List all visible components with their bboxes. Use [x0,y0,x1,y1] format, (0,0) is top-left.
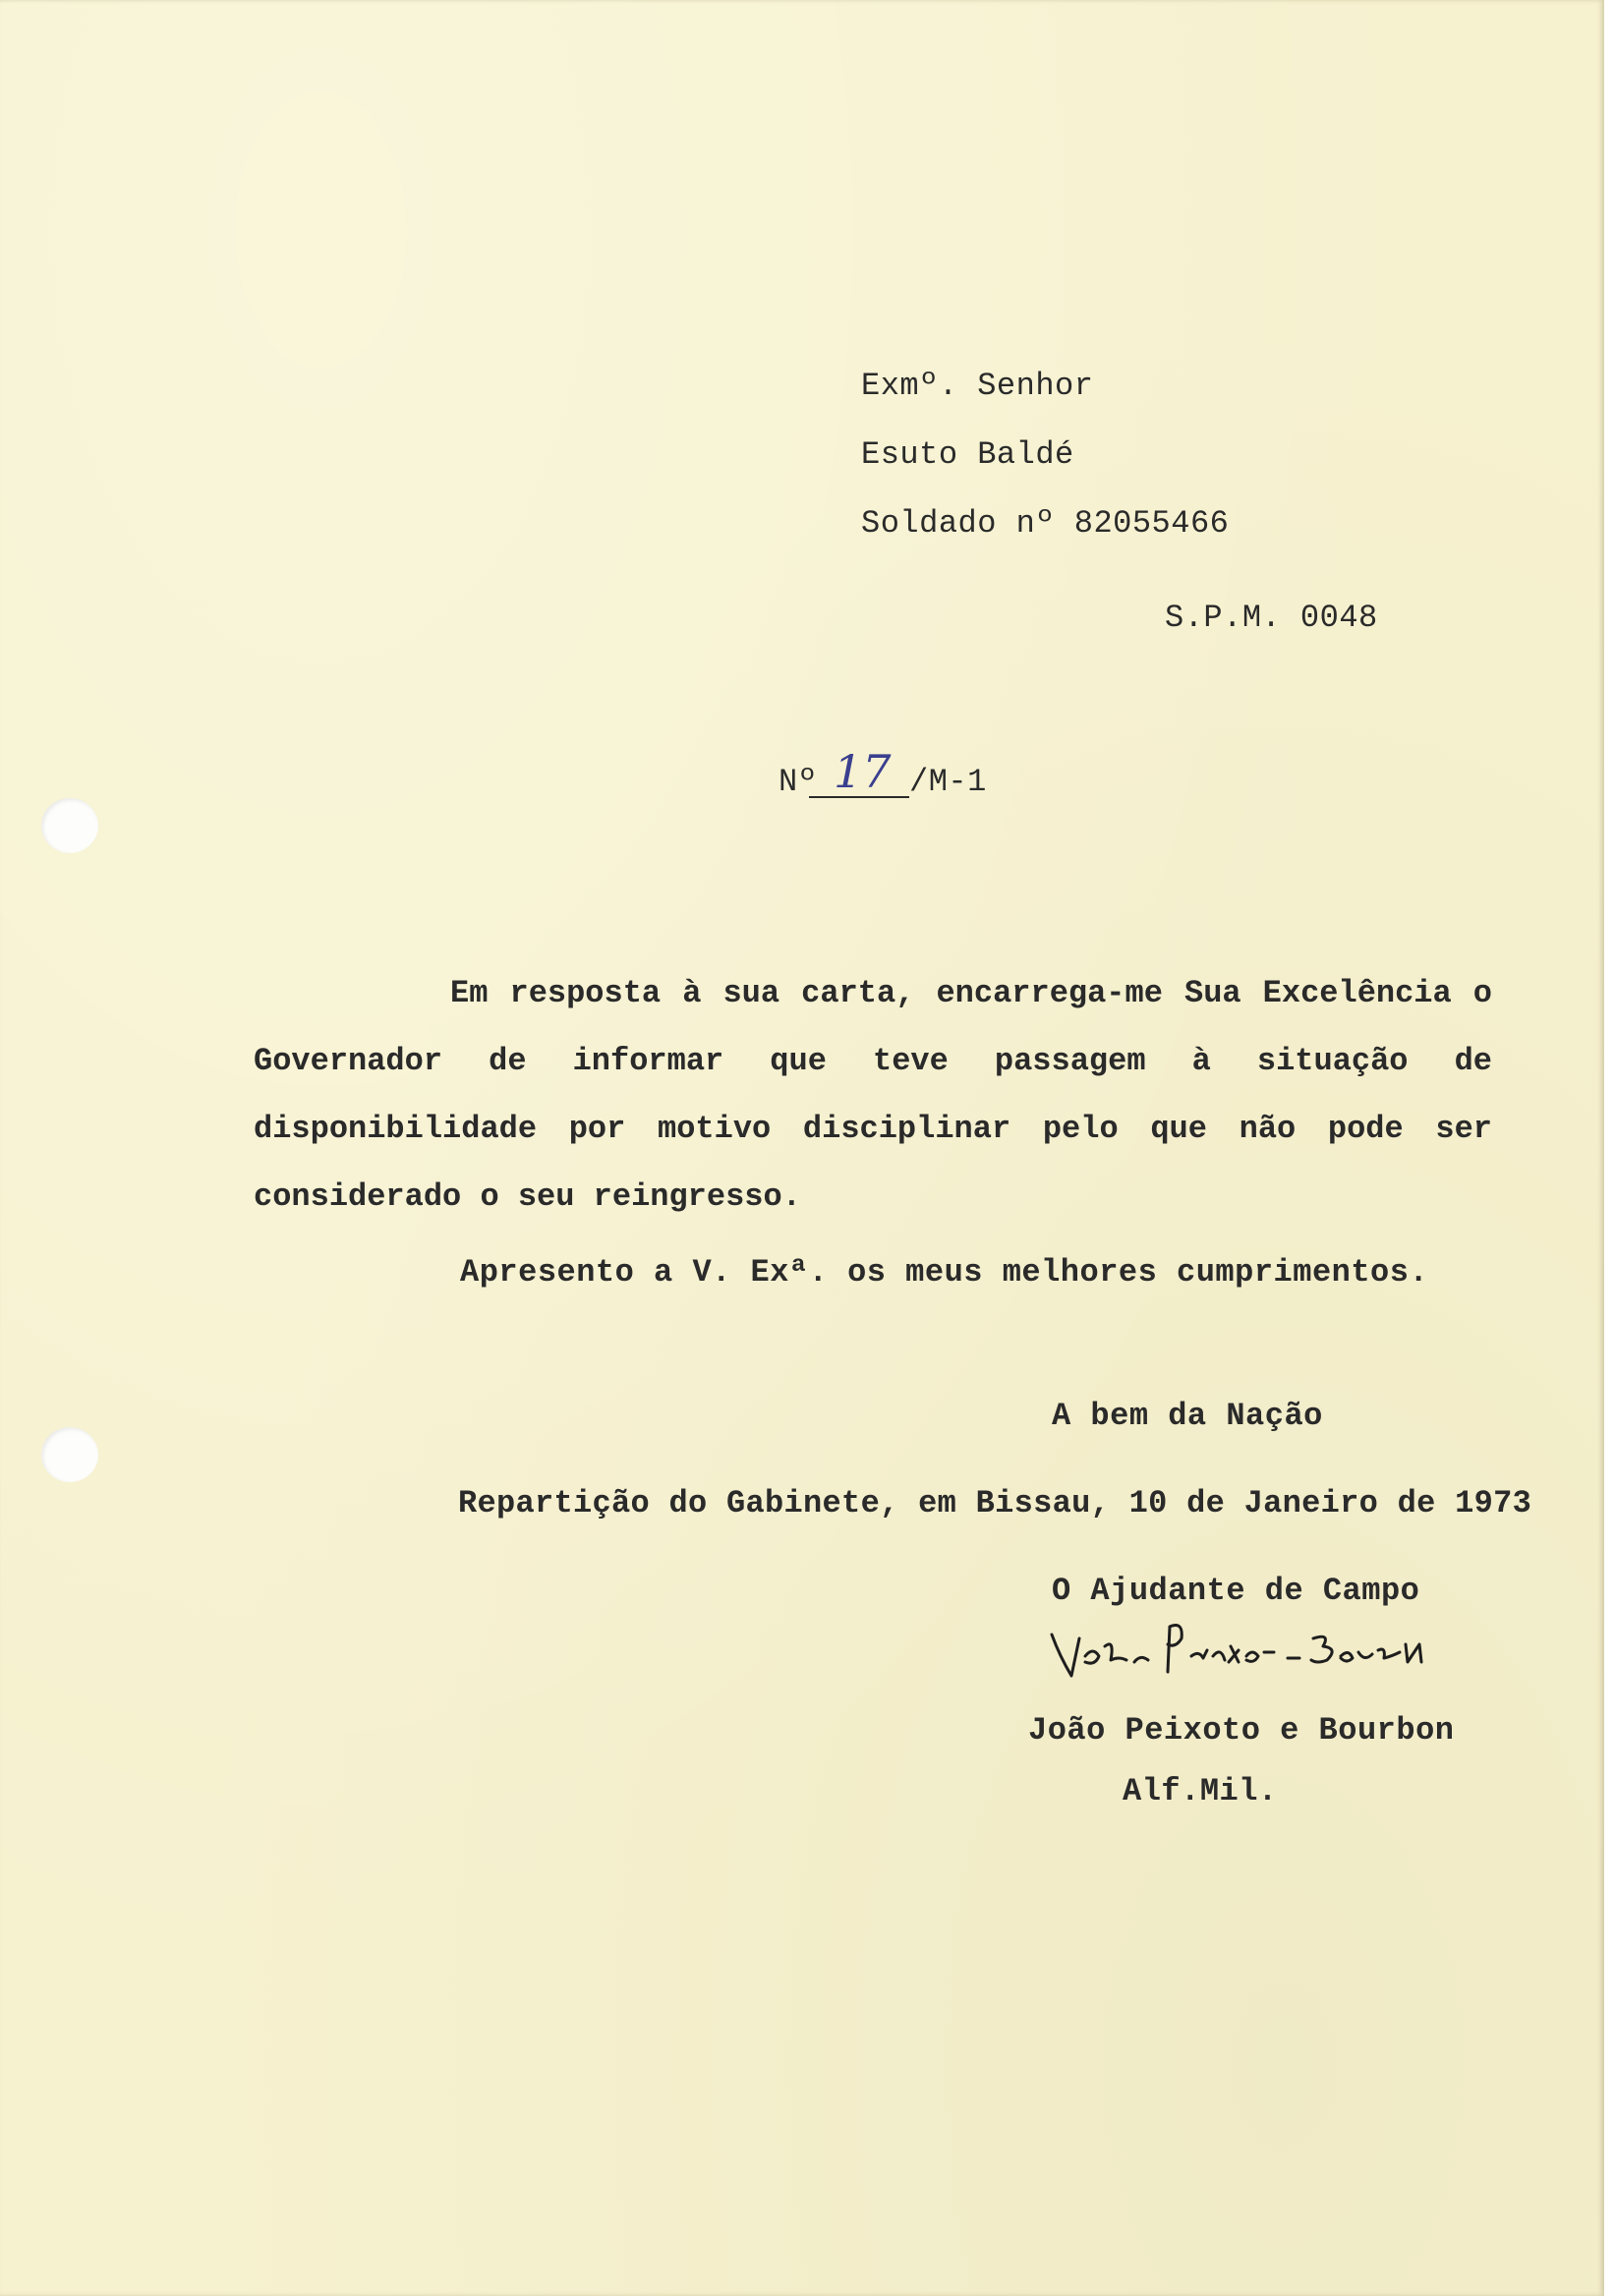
closing-motto: A bem da Nação [1052,1398,1323,1434]
signatory-name: João Peixoto e Bourbon [1028,1712,1455,1749]
recipient-name: Esuto Baldé [861,436,1074,473]
reference-suffix: /M-1 [909,764,987,800]
punch-hole-top [41,798,98,853]
reference-prefix: Nº [779,764,818,800]
punch-hole-bottom [41,1427,98,1482]
recipient-postal-service: S.P.M. 0048 [1165,600,1378,636]
signatory-rank: Alf.Mil. [1123,1773,1278,1809]
signatory-role: O Ajudante de Campo [1052,1573,1420,1609]
body-paragraph-2: Apresento a V. Exª. os meus melhores cumprimentos. [460,1254,1429,1291]
body-paragraph-1: Em resposta à sua carta, encarrega-me Sua Excelência o Governador de informar que teve passagem à situação de disponibilidade por motivo disciplinar pelo que não pode ser considerado o seu reingresso. [254,975,1492,1215]
recipient-salutation: Exmº. Senhor [861,368,1094,404]
closing-place-date: Repartição do Gabinete, em Bissau, 10 de Janeiro de 1973 [458,1485,1532,1521]
handwritten-signature [1046,1617,1459,1688]
reference-number: 17 [834,745,892,798]
recipient-rank-number: Soldado nº 82055466 [861,505,1230,542]
